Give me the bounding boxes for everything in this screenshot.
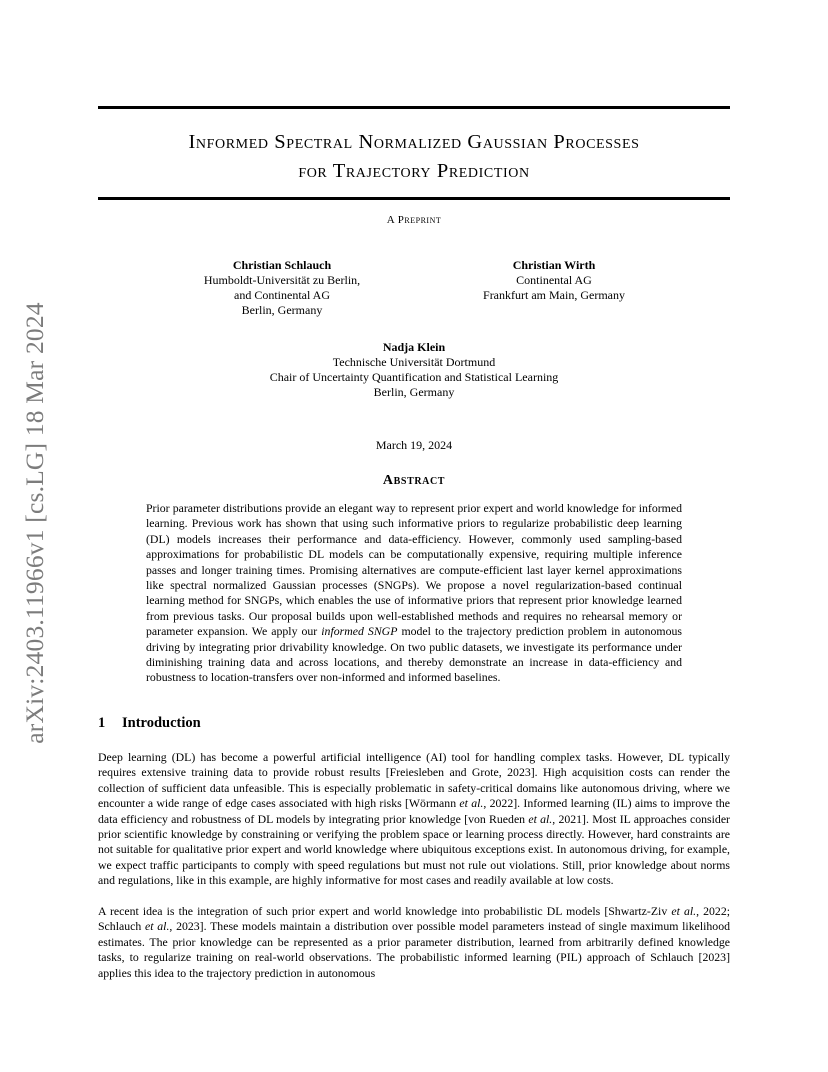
author-affiliation: Continental AG: [516, 273, 592, 287]
title-bottom-rule: [98, 197, 730, 200]
body-paragraph: Deep learning (DL) has become a powerful artificial intelligence (AI) tool for handling complex tasks. However, DL typically requires extensive training data to provide robust results [Freiesleben and Grote, 2023]. High acquisition costs can render the collection of sufficient data unfeasible. This is especially problematic in safety-critical domains like autonomous driving, where we encounter a wide range of edge cases associated with high risks [Wörmann et al., 2022]. Informed learning (IL) aims to improve the data efficiency and robustness of DL models by integrating prior knowledge [von Rueden et al., 2021]. Most IL approaches consider prior scientific knowledge by constraining or verifying the problem space or learning process directly. However, hard constraints are not suitable for qualitative prior expert and world knowledge where ubiquitous exceptions exist. In autonomous driving, for example, we expect traffic participants to comply with speed regulations but must not rule out violations. Still, prior knowledge about norms and regulations, like in this example, are highly informative for most cases and readily available at low costs.: [98, 750, 730, 888]
title-line-2: for Trajectory Prediction: [298, 160, 530, 182]
author-name: Christian Wirth: [512, 258, 596, 272]
paper-title: [98, 128, 730, 186]
author-1: [163, 258, 401, 318]
section-number: 1: [98, 715, 106, 731]
author-2: [436, 258, 672, 303]
section-heading: [98, 715, 201, 732]
author-affiliation: Technische Universität Dortmund: [332, 355, 496, 369]
author-name: Nadja Klein: [382, 340, 446, 354]
title-line-1: Informed Spectral Normalized Gaussian Processes: [188, 131, 640, 153]
author-location: Frankfurt am Main, Germany: [483, 288, 625, 302]
arxiv-identifier: arXiv:2403.11966v1 [cs.LG] 18 Mar 2024: [20, 302, 49, 744]
author-name: Christian Schlauch: [232, 258, 332, 272]
preprint-label: A Preprint: [386, 214, 442, 226]
author-affiliation: Chair of Uncertainty Quantification and Statistical Learning: [269, 370, 559, 384]
author-location: Berlin, Germany: [241, 303, 323, 317]
author-affiliation: Humboldt-Universität zu Berlin,: [203, 273, 361, 287]
model-name: informed SNGP: [321, 624, 398, 639]
section-title: Introduction: [122, 715, 201, 731]
publication-date: March 19, 2024: [375, 438, 453, 452]
abstract-heading: Abstract: [382, 473, 446, 488]
author-location: Berlin, Germany: [373, 385, 455, 399]
abstract-text: Prior parameter distributions provide an elegant way to represent prior expert and world knowledge for informed learning. Previous work has shown that using such informative priors to regularize probabilistic deep learning (DL) models increases their performance and data-efficiency. However, commonly used sampling-based approximations for probabilistic DL models can be computationally expensive, requiring multiple inference passes and longer training times. Promising alternatives are compute-efficient last layer kernel approximations like spectral normalized Gaussian processes (SNGPs). We propose a novel regularization-based continual learning method for SNGPs, which enables the use of informative priors that represent prior knowledge learned from previous tasks. Our proposal builds upon well-established methods and requires no rehearsal memory or parameter expansion. We apply our informed SNGP model to the trajectory prediction problem in autonomous driving by integrating prior drivability knowledge. On two public datasets, we investigate its performance under diminishing training data and across locations, and thereby demonstrate an increase in data-efficiency and robustness to location-transfers over non-informed and informed baselines.: [146, 501, 682, 685]
title-top-rule: [98, 106, 730, 109]
author-affiliation: and Continental AG: [234, 288, 330, 302]
author-3: [214, 340, 614, 400]
body-paragraph: A recent idea is the integration of such prior expert and world knowledge into probabilistic DL models [Shwartz-Ziv et al., 2022; Schlauch et al., 2023]. These models maintain a distribution over possible model parameters instead of single maximum likelihood estimates. The prior knowledge can be represented as a prior parameter distribution, learned from arbitrarily defined knowledge tasks, to regularize training on real-world observations. The probabilistic informed learning (PIL) approach of Schlauch [2023] applies this idea to the trajectory prediction in autonomous: [98, 904, 731, 980]
